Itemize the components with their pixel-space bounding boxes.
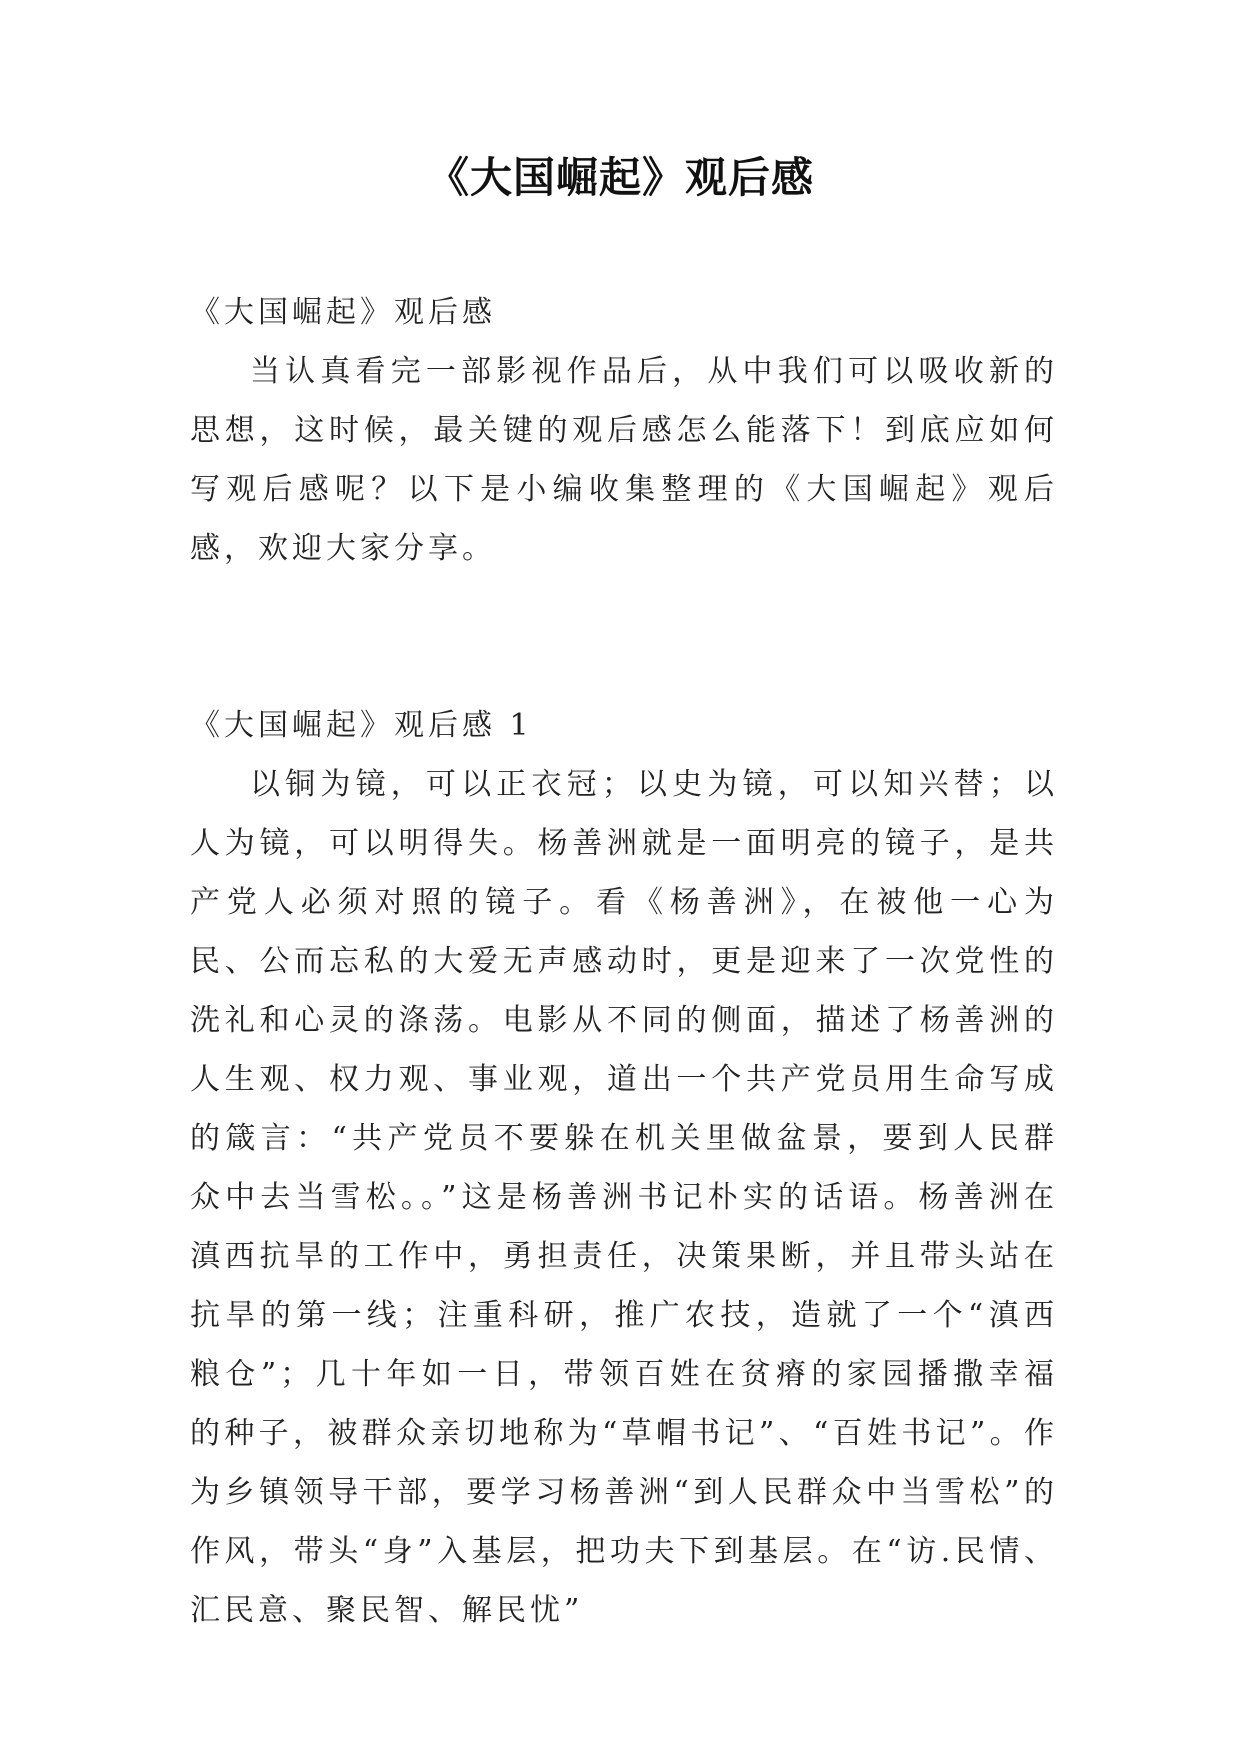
section-gap <box>190 578 1058 696</box>
section-1-paragraph: 以铜为镜，可以正衣冠；以史为镜，可以知兴替；以人为镜，可以明得失。杨善洲就是一面明亮的镜子，是共产党人必须对照的镜子。看《杨善洲》，在被他一心为民、公而忘私的大爱无声感动时，更是迎来了一次党性的洗礼和心灵的涤荡。电影从不同的侧面，描述了杨善洲的人生观、权力观、事业观，道出一个共产党员用生命写成的箴言：“共产党员不要躲在机关里做盆景，要到人民群众中去当雪松。。”这是杨善洲书记朴实的话语。杨善洲在滇西抗旱的工作中，勇担责任，决策果断，并且带头站在抗旱的第一线；注重科研，推广农技，造就了一个“滇西粮仓”；几十年如一日，带领百姓在贫瘠的家园播撒幸福的种子，被群众亲切地称为“草帽书记”、“百姓书记”。作为乡镇领导干部，要学习杨善洲“到人民群众中当雪松”的作风，带头“身”入基层，把功夫下到基层。在“访.民情、汇民意、聚民智、解民忧” <box>190 767 1058 1628</box>
document-title: 《大国崛起》观后感 <box>426 153 814 202</box>
intro-paragraph: 当认真看完一部影视作品后，从中我们可以吸收新的思想，这时候，最关键的观后感怎么能落下！到底应如何写观后感呢？以下是小编收集整理的《大国崛起》观后感，欢迎大家分享。 <box>190 354 1058 566</box>
intro-heading: 《大国崛起》观后感 <box>190 295 496 330</box>
document-body <box>190 283 1058 1640</box>
section-1-heading: 《大国崛起》观后感 1 <box>190 708 533 743</box>
